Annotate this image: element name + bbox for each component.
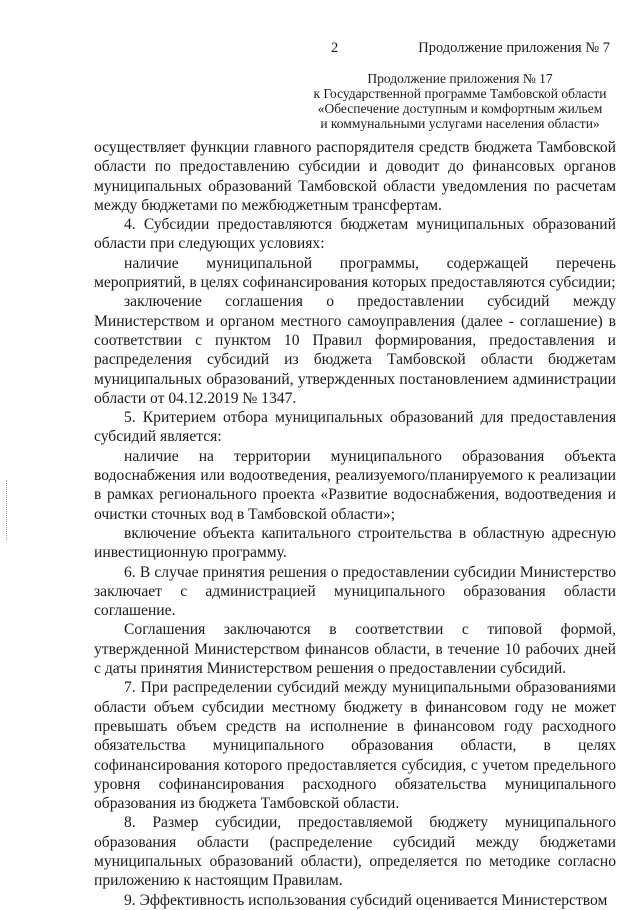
appendix-line: «Обеспечение доступным и комфортным жильем: [317, 101, 603, 116]
page-header: [0, 40, 640, 60]
appendix-reference-block: [300, 71, 620, 131]
paragraph-condition-agreement: заключение соглашения о предоставлении субсидий между Министерством и органом местного самоуправления (далее - соглашение) в соответствии с пунктом 10 Правил формирования, предоставления и распределения субсидий из бюджета Тамбовской области бюджетам муниципальных образований, утвержденных постановлением администрации области от 04.12.2019 № 1347.: [94, 293, 616, 407]
paragraph-item-9: 9. Эффективность использования субсидий оценивается Министерством: [124, 891, 608, 909]
margin-mark: [6, 480, 10, 540]
paragraph-criterion-object: наличие на территории муниципального образования объекта водоснабжения или водоотведения, реализуемого/планируемого к реализации в рамках регионального проекта «Развитие водоснабжения, водоотведения и очистки сточных вод в Тамбовской области»;: [94, 447, 616, 523]
appendix-line: Продолжение приложения № 17: [367, 71, 553, 86]
appendix-line: и коммунальными услугами населения области»: [320, 116, 600, 131]
paragraph-agreements: Соглашения заключаются в соответствии с типовой формой, утвержденной Министерством финансов области, в течение 10 рабочих дней с даты принятия Министерством решения о предоставлении субсидий.: [94, 621, 616, 678]
page-number: 2: [331, 40, 339, 56]
paragraph-item-5: 5. Критерием отбора муниципальных образований для предоставления субсидий является:: [94, 409, 616, 446]
paragraph-item-6: 6. В случае принятия решения о предоставлении субсидии Министерство заключает с администрацией муниципального образования области соглашение.: [94, 563, 616, 620]
appendix-continuation-caption: Продолжение приложения № 7: [418, 40, 610, 56]
paragraph-item-7: 7. При распределении субсидий между муниципальными образованиями области объем субсидии местному бюджету в финансовом году не может превышать объем средств на исполнение в финансовом году расходного обязательства муниципального образования области, в целях софинансирования которого предоставляется субсидия, с учетом предельного уровня софинансирования расходного обязательства муниципального образования из бюджета Тамбовской области.: [94, 679, 616, 813]
paragraph-condition-program: наличие муниципальной программы, содержащей перечень мероприятий, в целях софинансирования которых предоставляются субсидии;: [94, 254, 616, 292]
paragraph-continuation: осуществляет функции главного распорядителя средств бюджета Тамбовской области по предоставлению субсидии и доводит до финансовых органов муниципальных образований Тамбовской области уведомления по расчетам между бюджетами по межбюджетным трансфертам.: [94, 139, 616, 214]
paragraph-item-4: 4. Субсидии предоставляются бюджетам муниципальных образований области при следующих условиях:: [94, 216, 616, 253]
paragraph-criterion-investment: включение объекта капитального строительства в областную адресную инвестиционную программу.: [94, 524, 616, 562]
paragraph-item-8: 8. Размер субсидии, предоставляемой бюджету муниципального образования области (распределение субсидий между бюджетами муниципальных образований области), определяется по методике согласно приложению к настоящим Правилам.: [94, 814, 616, 890]
appendix-line: к Государственной программе Тамбовской области: [313, 86, 607, 101]
document-body: [94, 138, 616, 910]
